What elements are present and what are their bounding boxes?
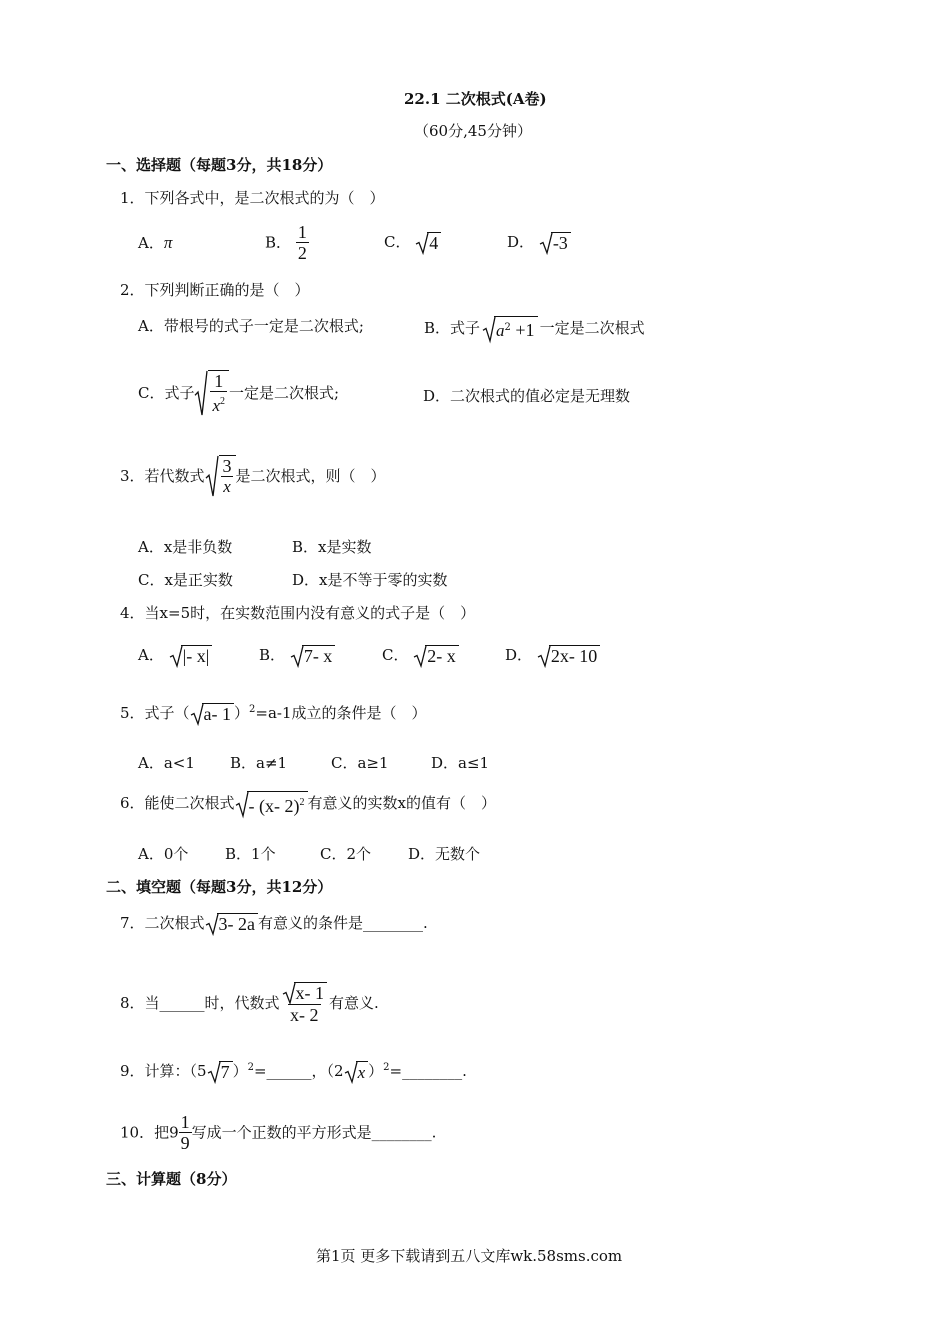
question-7-stem: 7．二次根式 3- 2a 有意义的条件是________. (120, 914, 428, 934)
question-5-stem: 5．式子（ a- 1 ）$^2$=a-1成立的条件是（ ） (120, 704, 427, 724)
page-subtitle: （60分,45分钟） (414, 122, 532, 140)
q2-option-b: B．式子 $a^2 +1$ 一定是二次根式 (424, 316, 645, 342)
q5-option-a: A．a<1 (138, 754, 195, 772)
q2-option-d: D．二次根式的值必定是无理数 (423, 387, 631, 405)
radical: 2- x (413, 645, 459, 667)
question-8-stem: 8．当______时，代数式 $\frac{x- 1}{x- 2}$ 有意义. (120, 982, 379, 1025)
radical: x (344, 1061, 369, 1083)
q1-option-d: D． -3 (507, 232, 571, 254)
radical: 4 (415, 232, 441, 254)
section-heading-choice: 一、选择题（每题3分，共18分） (106, 156, 333, 174)
q5-option-c: C．a≥1 (331, 754, 389, 772)
question-4-stem: 4．当x=5时，在实数范围内没有意义的式子是（ ） (120, 604, 476, 622)
q3-option-a: A．x是非负数 (138, 538, 233, 556)
q6-option-c: C．2个 (320, 845, 372, 863)
q1-option-a: A．π (138, 233, 173, 252)
radical: 3- 2a (205, 913, 258, 935)
radical: 2x- 10 (537, 645, 601, 667)
q2-option-c: C．式子 $\frac{1}{x^2}$ 一定是二次根式; (138, 371, 340, 415)
question-10-stem: 10．把9 $\frac{1}{9}$ 写成一个正数的平方形式是________. (120, 1112, 437, 1153)
section-heading-calc: 三、计算题（8分） (106, 1170, 237, 1188)
q4-option-d: D． 2x- 10 (505, 645, 600, 667)
q1-option-c: C． 4 (384, 232, 441, 254)
radical: x- 1 (282, 982, 328, 1004)
q3-option-d: D．x是不等于零的实数 (292, 571, 448, 589)
q4-option-c: C． 2- x (382, 645, 459, 667)
q6-option-a: A．0个 (138, 845, 189, 863)
radical: -3 (539, 232, 571, 254)
q1-option-b: B． $\frac{1}{2}$ (265, 222, 307, 263)
q2-option-a: A．带根号的式子一定是二次根式; (138, 317, 364, 335)
q5-option-d: D．a≤1 (431, 754, 490, 772)
radical: $a^2 +1$ (482, 316, 538, 342)
section-heading-fill: 二、填空题（每题3分，共12分） (106, 878, 333, 896)
q3-option-c: C．x是正实数 (138, 571, 233, 589)
radical: 7- x (290, 645, 336, 667)
q6-option-d: D．无数个 (408, 845, 481, 863)
question-1-stem: 1．下列各式中，是二次根式的为（ ） (120, 189, 385, 207)
radical: |- x| (169, 645, 213, 667)
q4-option-a: A． |- x| (138, 645, 212, 667)
fraction: $\frac{1}{2}$ (297, 222, 307, 263)
question-9-stem: 9．计算：（5 7 ）$^2$=______，（2 x ）$^2$=________. (120, 1062, 467, 1082)
radical: $\frac{1}{x^2}$ (194, 370, 229, 416)
page-title: 22.1 二次根式(A卷) (404, 90, 547, 108)
radical: $\frac{3}{x}$ (205, 455, 236, 497)
fraction: $\frac{x- 1}{x- 2}$ (280, 981, 330, 1025)
question-3-stem: 3．若代数式 $\frac{3}{x}$ 是二次根式，则（ ） (120, 456, 386, 496)
fraction: $\frac{1}{9}$ (180, 1112, 190, 1153)
q4-option-b: B． 7- x (259, 645, 335, 667)
page-footer: 第1页 更多下载请到五八文库wk.58sms.com (316, 1247, 623, 1265)
radical: 7 (207, 1061, 233, 1083)
question-2-stem: 2．下列判断正确的是（ ） (120, 281, 310, 299)
question-6-stem: 6．能使二次根式 - (x- 2)$^2$ 有意义的实数x的值有（ ） (120, 791, 496, 817)
radical: - (x- 2)$^2$ (235, 791, 308, 817)
q3-option-b: B．x是实数 (292, 538, 372, 556)
q5-option-b: B．a≠1 (230, 754, 288, 772)
q6-option-b: B．1个 (225, 845, 276, 863)
radical: a- 1 (190, 703, 234, 725)
